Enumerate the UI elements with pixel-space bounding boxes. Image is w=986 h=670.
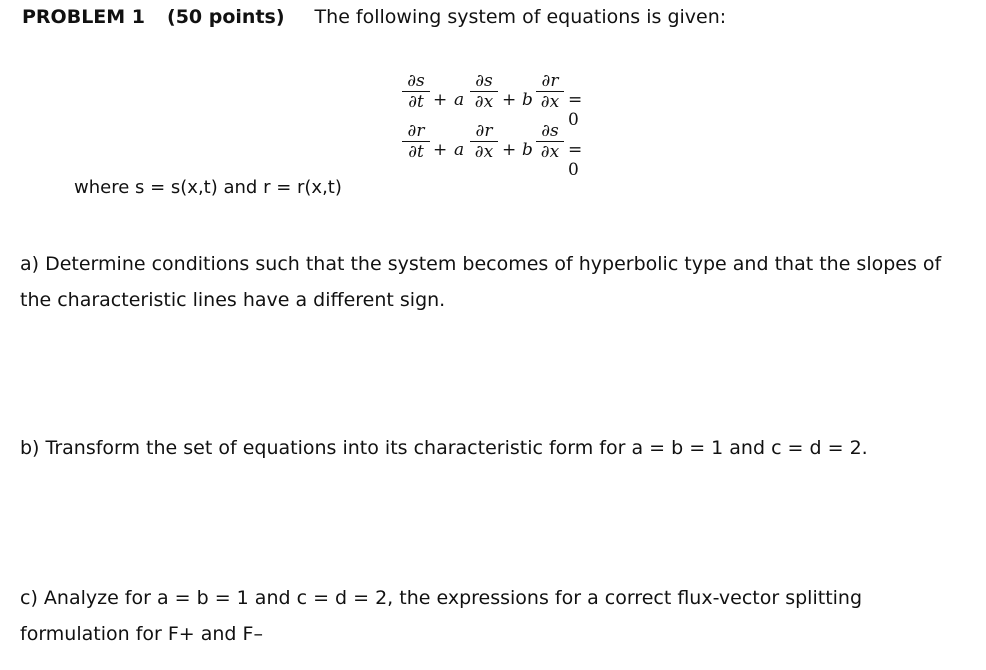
problem-intro: The following system of equations is given: [314,6,727,28]
eq1-term1: ∂s ∂t [402,72,430,111]
part-c-text: c) Analyze for a = b = 1 and c = d = 2, the expressions for a correct flux-vector splitting formulation for F+ and F– [20,587,863,645]
eq2-term3: ∂s ∂x [536,122,564,161]
where-clause: where s = s(x,t) and r = r(x,t) [74,177,342,198]
eq1-term3: ∂r ∂x [536,72,564,111]
problem-heading [22,6,726,28]
eq1-term2: ∂s ∂x [470,72,498,111]
eq2-term2: ∂r ∂x [470,122,498,161]
part-a-text: a) Determine conditions such that the system becomes of hyperbolic type and that the slopes of the characteristic lines have a different sign. [20,253,942,311]
problem-label: PROBLEM 1 [22,6,146,28]
part-b-text: b) Transform the set of equations into its characteristic form for a = b = 1 and c = d = 2. [20,437,868,459]
eq2-term1: ∂r ∂t [402,122,430,161]
points-label: (50 points) [167,6,285,28]
